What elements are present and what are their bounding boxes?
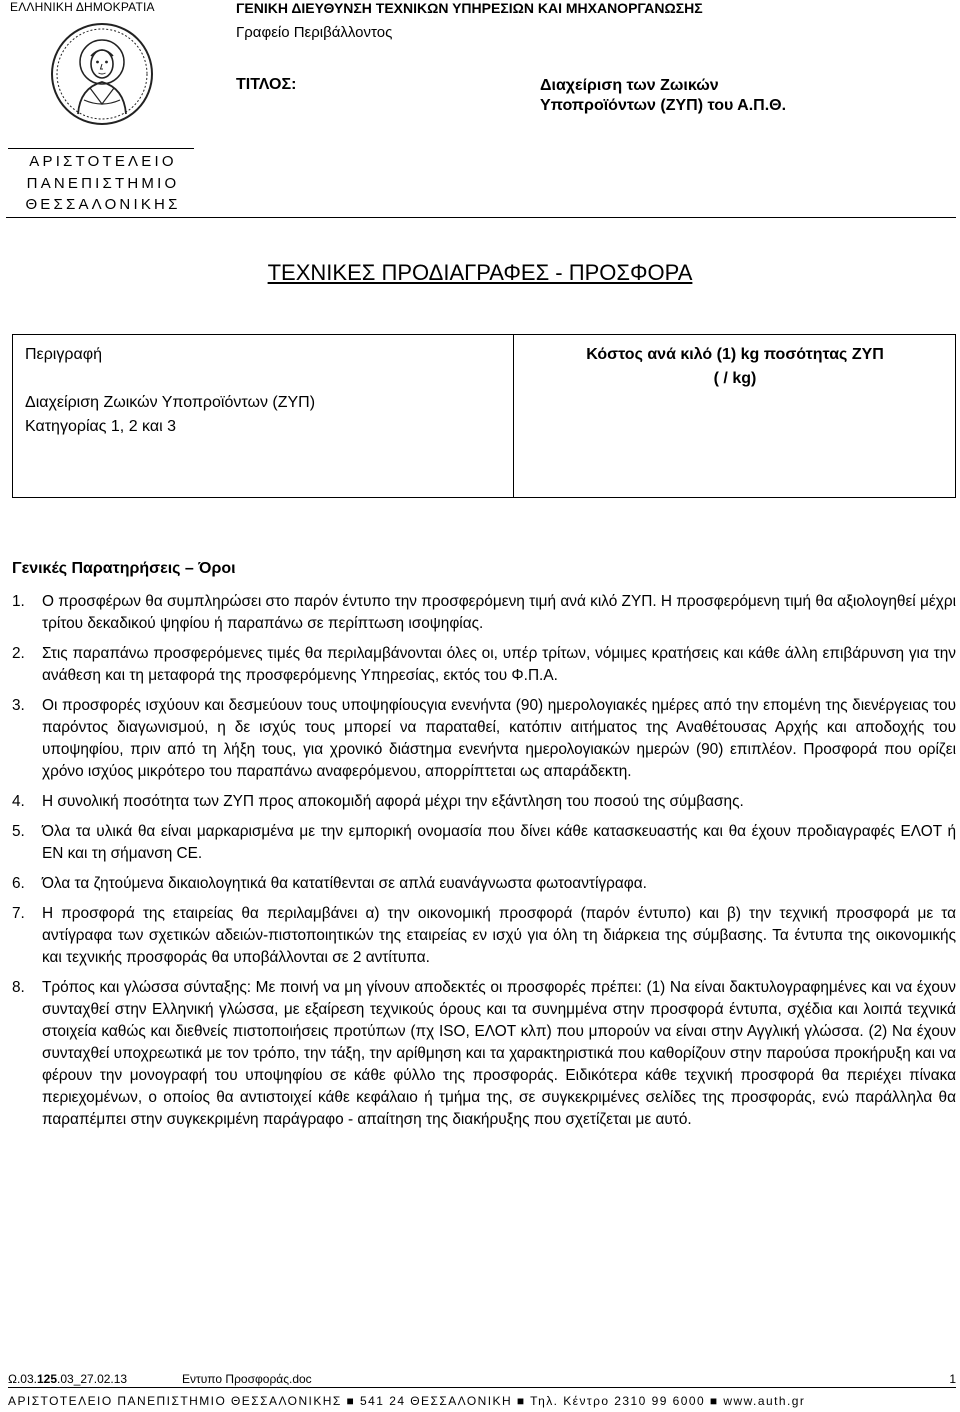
office-label: Γραφείο Περιβάλλοντος [236,24,393,41]
title-label: ΤΙΤΛΟΣ: [236,76,297,93]
cost-header-line-2: ( / kg) [713,370,757,387]
term-number: 4. [12,793,25,810]
document-name: Εντυπο Προσφοράς.doc [182,1372,312,1386]
term-number: 6. [12,875,25,892]
term-text: Ο προσφέρων θα συμπληρώσει στο παρόν έντυπο την προσφερόμενη τιμή ανά κιλό ΖΥΠ. Η προσφερόμενη τιμή θα αξιολογηθεί μέχρι τρίτου δεκαδικού ψηφίου ή παραπάνω σε περίπτωση ισοψηφίας. [42,593,956,632]
header-divider [6,217,956,218]
term-item-2 [12,643,956,687]
term-text: Στις παραπάνω προσφερόμενες τιμές θα περιλαμβάνονται όλες οι, υπέρ τρίτων, νόμιμες κρατήσεις και κάθε άλλη επιβάρυνση για την ανάθεση και τη μεταφορά της προσφερόμενης Υπηρεσίας, εκτός του Φ.Π.Α. [42,645,956,684]
term-item-8 [12,977,956,1131]
university-seal-logo [50,22,154,126]
term-item-5 [12,821,956,865]
term-number: 1. [12,593,25,610]
title-value [540,76,940,116]
republic-label: ΕΛΛΗΝΙΚΗ ΔΗΜΟΚΡΑΤΙΑ [10,0,155,14]
page-title: ΤΕΧΝΙΚΕΣ ΠΡΟΔΙΑΓΡΑΦΕΣ - ΠΡΟΣΦΟΡΑ [267,260,693,285]
university-name-line-3: ΘΕΣΣΑΛΟΝΙΚΗΣ [25,196,181,213]
general-directorate-label: ΓΕΝΙΚΗ ΔΙΕΥΘΥΝΣΗ ΤΕΧΝΙΚΩΝ ΥΠΗΡΕΣΙΩΝ ΚΑΙ ΜΗΧΑΝΟΡΓΑΝΩΣΗΣ [236,0,703,16]
document-code-number: 125 [37,1372,58,1386]
description-cell [25,343,315,439]
description-line-2: Κατηγορίας 1, 2 και 3 [25,418,176,435]
description-line-1: Διαχείριση Ζωικών Υποπροϊόντων (ΖΥΠ) [25,394,316,411]
term-text: Η προσφορά της εταιρείας θα περιλαμβάνει α) την οικονομική προσφορά (παρόν έντυπο) και β) την τεχνική προσφορά με τα αντίγραφα των σχετικών αδειών-πιστοποιητικών της εταιρείας εν ισχύ για όλη τη διάρκεια της σύμβασης. Τα έντυπα της οικονομικής και τεχνικής προσφοράς θα υποβάλλονται σε 2 αντίτυπα. [42,905,956,966]
term-text: Τρόπος και γλώσσα σύνταξης: Με ποινή να μη γίνουν αποδεκτές οι προσφορές πρέπει: (1) Να είναι δακτυλογραφημένες και να έχουν συνταχθεί στην Ελληνική γλώσσα, με εξαίρεση τεχνικούς όρους και τα συνημμένα στην προσφορά έντυπα, σχέδια και λοιπά τεχνικά στοιχεία καθώς και διεθνείς πιστοποιήσεις προτύπων (πχ ISO, ΕΛΟΤ κλπ) που μπορούν να είναι στην Αγγλική γλώσσα. (2) Να έχουν συνταχθεί υποχρεωτικά με τον τρόπο, την τάξη, την αρίθμηση και τα χαρακτηριστικά που καθορίζουν στην παρούσα προκήρυξη και να φέρουν την μονογραφή του υποψηφίου σε κάθε φύλλο της προσφοράς. Ειδικότερα κάθε τεχνική προσφορά θα περιέχει πίνακα περιεχομένων, ο οποίος θα αντιστοιχεί κάθε κεφάλαιο ή τμήμα της, σε συγκεκριμένες σελίδες της προσφοράς, ενώ παράλληλα θα παραπέμπει στην συγκεκριμένη παράγραφο - απαίτηση της διακήρυξης που σχετίζεται με αυτό. [42,979,956,1128]
page-number: 1 [949,1372,956,1386]
university-name-line-1: ΑΡΙΣΤΟΤΕΛΕΙΟ [29,153,177,170]
footer-doc-info [8,1372,956,1386]
term-text: Οι προσφορές ισχύουν και δεσμεύουν τους υποψηφίουςγια ενενήντα (90) ημερολογιακές ημέρες από την επομένη της διενέργειας του παρόντος διαγωνισμού, η δε ισχύς τους μπορεί να παραταθεί, κατόπιν αιτήματος της Αναθέτουσας Αρχής και αποδοχής του υποψηφίου, πριν από τη λήξη τους, για χρονικό διάστημα ενενήντα ημερολογιακών ημερών (90) επιπλέον. Προσφορά που ορίζει χρόνο ισχύος μικρότερο του παραπάνω αναφερόμενου, απορρίπτεται ως απαράδεκτη. [42,697,956,780]
title-line-1: Διαχείριση των Ζωικών [540,77,719,94]
cost-header-line-1: Κόστος ανά κιλό (1) kg ποσότητας ΖΥΠ [586,346,884,363]
term-text: Η συνολική ποσότητα των ΖΥΠ προς αποκομιδή αφορά μέχρι την εξάντληση του ποσού της σύμβασης. [42,793,744,810]
offer-table [12,334,956,498]
term-item-6 [12,873,956,895]
document-code [8,1372,127,1386]
university-name-line-2: ΠΑΝΕΠΙΣΤΗΜΙΟ [26,175,180,192]
term-number: 3. [12,697,25,714]
term-number: 2. [12,645,25,662]
university-top-rule [8,148,194,149]
terms-list [12,591,956,1139]
document-code-suffix: .03_27.02.13 [57,1372,128,1386]
term-text: Όλα τα ζητούμενα δικαιολογητικά θα κατατίθενται σε απλά ευανάγνωστα φωτοαντίγραφα. [42,875,647,892]
description-header: Περιγραφή [25,346,102,363]
term-item-1 [12,591,956,635]
document-code-prefix: Ω.03. [8,1372,37,1386]
cost-cell [514,343,956,391]
terms-heading: Γενικές Παρατηρήσεις – Όροι [12,560,236,577]
footer-address: ΑΡΙΣΤΟΤΕΛΕΙΟ ΠΑΝΕΠΙΣΤΗΜΙΟ ΘΕΣΣΑΛΟΝΙΚΗΣ ■ 541 24 ΘΕΣΣΑΛΟΝΙΚΗ ■ Τηλ. Κέντρο 2310 99 6000 ■ www.auth.gr [8,1394,806,1408]
term-item-7 [12,903,956,969]
term-number: 7. [12,905,25,922]
term-item-4 [12,791,956,813]
term-text: Όλα τα υλικά θα είναι μαρκαρισμένα με την εμπορική ονομασία που δίνει κάθε κατασκευαστής και θα έχουν προδιαγραφές ΕΛΟΤ ή ΕΝ και τη σήμανση CE. [42,823,956,862]
term-item-3 [12,695,956,783]
term-number: 8. [12,979,25,996]
title-line-2: Υποπροϊόντων (ΖΥΠ) του Α.Π.Θ. [540,97,787,114]
footer-divider [8,1387,956,1388]
term-number: 5. [12,823,25,840]
